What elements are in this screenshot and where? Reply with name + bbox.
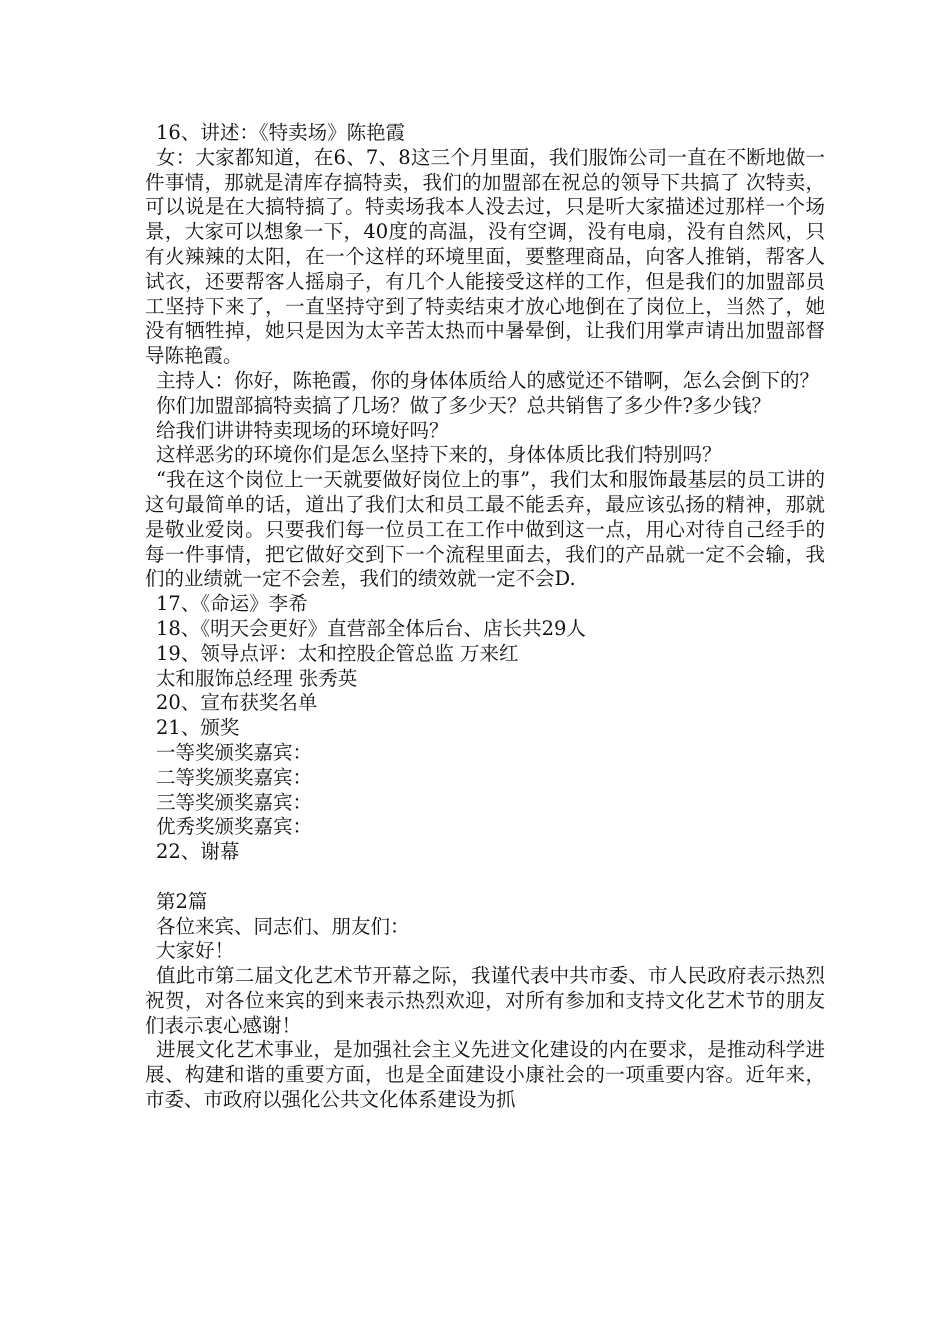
list-item-21: 21、颁奖 (156, 716, 240, 740)
paragraph-opening: 值此市第二届文化艺术节开幕之际，我谨代表中共市委、市人民政府表示热烈祝贺，对各位来宾的到来表示热烈欢迎，对所有参加和支持文化艺术节的朋友们表示衷心感谢！ (145, 964, 825, 1037)
salutation: 各位来宾、同志们、朋友们： (156, 914, 410, 938)
list-item-17: 17、《命运》李希 (156, 592, 308, 616)
list-item-19-cont: 太和服饰总经理 张秀英 (156, 666, 358, 690)
section-title-2: 第2篇 (156, 889, 208, 913)
paragraph-quote: “我在这个岗位上一天就要做好岗位上的事”，我们太和服饰最基层的员工讲的这句最简单的话，道出了我们太和员工最不能丢弃，最应该弘扬的精神，那就是敬业爱岗。只要我们每一位员工在工作中做到这一点，用心对待自己经手的每一件事情，把它做好交到下一个流程里面去，我们的产品就一定不会输，我们的业绩就一定不会差，我们的绩效就一定不会D. (145, 468, 825, 591)
list-item-22: 22、谢幕 (156, 840, 240, 864)
award-first: 一等奖颁奖嘉宾： (156, 740, 313, 764)
paragraph-question-sales: 你们加盟部搞特卖搞了几场？做了多少天？总共销售了多少件?多少钱？ (156, 393, 771, 417)
award-third: 三等奖颁奖嘉宾： (156, 790, 313, 814)
paragraph-question-environment: 给我们讲讲特卖现场的环境好吗？ (156, 418, 449, 442)
list-item-19: 19、领导点评：太和控股企管总监 万来红 (156, 641, 519, 665)
paragraph-narration: 女：大家都知道，在6、7、8这三个月里面，我们服饰公司一直在不断地做一件事情，那就是清库存搞特卖，我们的加盟部在祝总的领导下共搞了 次特卖，可以说是在大搞特搞了。特卖场我本人没去过，只是听大家描述过那样一个场景，大家可以想象一下，40度的高温，没有空调，没有电扇，没有自然风，只有火辣辣的太阳，在一个这样的环境里面，要整理商品，向客人推销，帮客人试衣，还要帮客人摇扇子，有几个人能接受这样的工作，但是我们的加盟部员工坚持下来了，一直坚持守到了特卖结束才放心地倒在了岗位上，当然了，她没有牺牲掉，她只是因为太辛苦太热而中暑晕倒，让我们用掌声请出加盟部督导陈艳霞。 (145, 145, 825, 368)
document-page (145, 121, 825, 1113)
award-second: 二等奖颁奖嘉宾： (156, 765, 313, 789)
list-item-20: 20、宣布获奖名单 (156, 691, 318, 715)
blank-line (145, 865, 825, 890)
paragraph-development: 进展文化艺术事业，是加强社会主义先进文化建设的内在要求，是推动科学进展、构建和谐的重要方面，也是全面建设小康社会的一项重要内容。近年来，市委、市政府以强化公共文化体系建设为抓 (145, 1038, 825, 1112)
paragraph-host-question: 主持人：你好，陈艳霞，你的身体体质给人的感觉还不错啊，怎么会倒下的？ (156, 368, 820, 392)
paragraph-question-persistence: 这样恶劣的环境你们是怎么坚持下来的，身体体质比我们特别吗？ (156, 443, 722, 467)
greeting: 大家好！ (156, 939, 235, 963)
list-item-18: 18、《明天会更好》直营部全体后台、店长共29人 (156, 616, 586, 640)
heading-item-16: 16、讲述：《特卖场》陈艳霞 (156, 121, 406, 144)
award-excellence: 优秀奖颁奖嘉宾： (156, 815, 313, 839)
